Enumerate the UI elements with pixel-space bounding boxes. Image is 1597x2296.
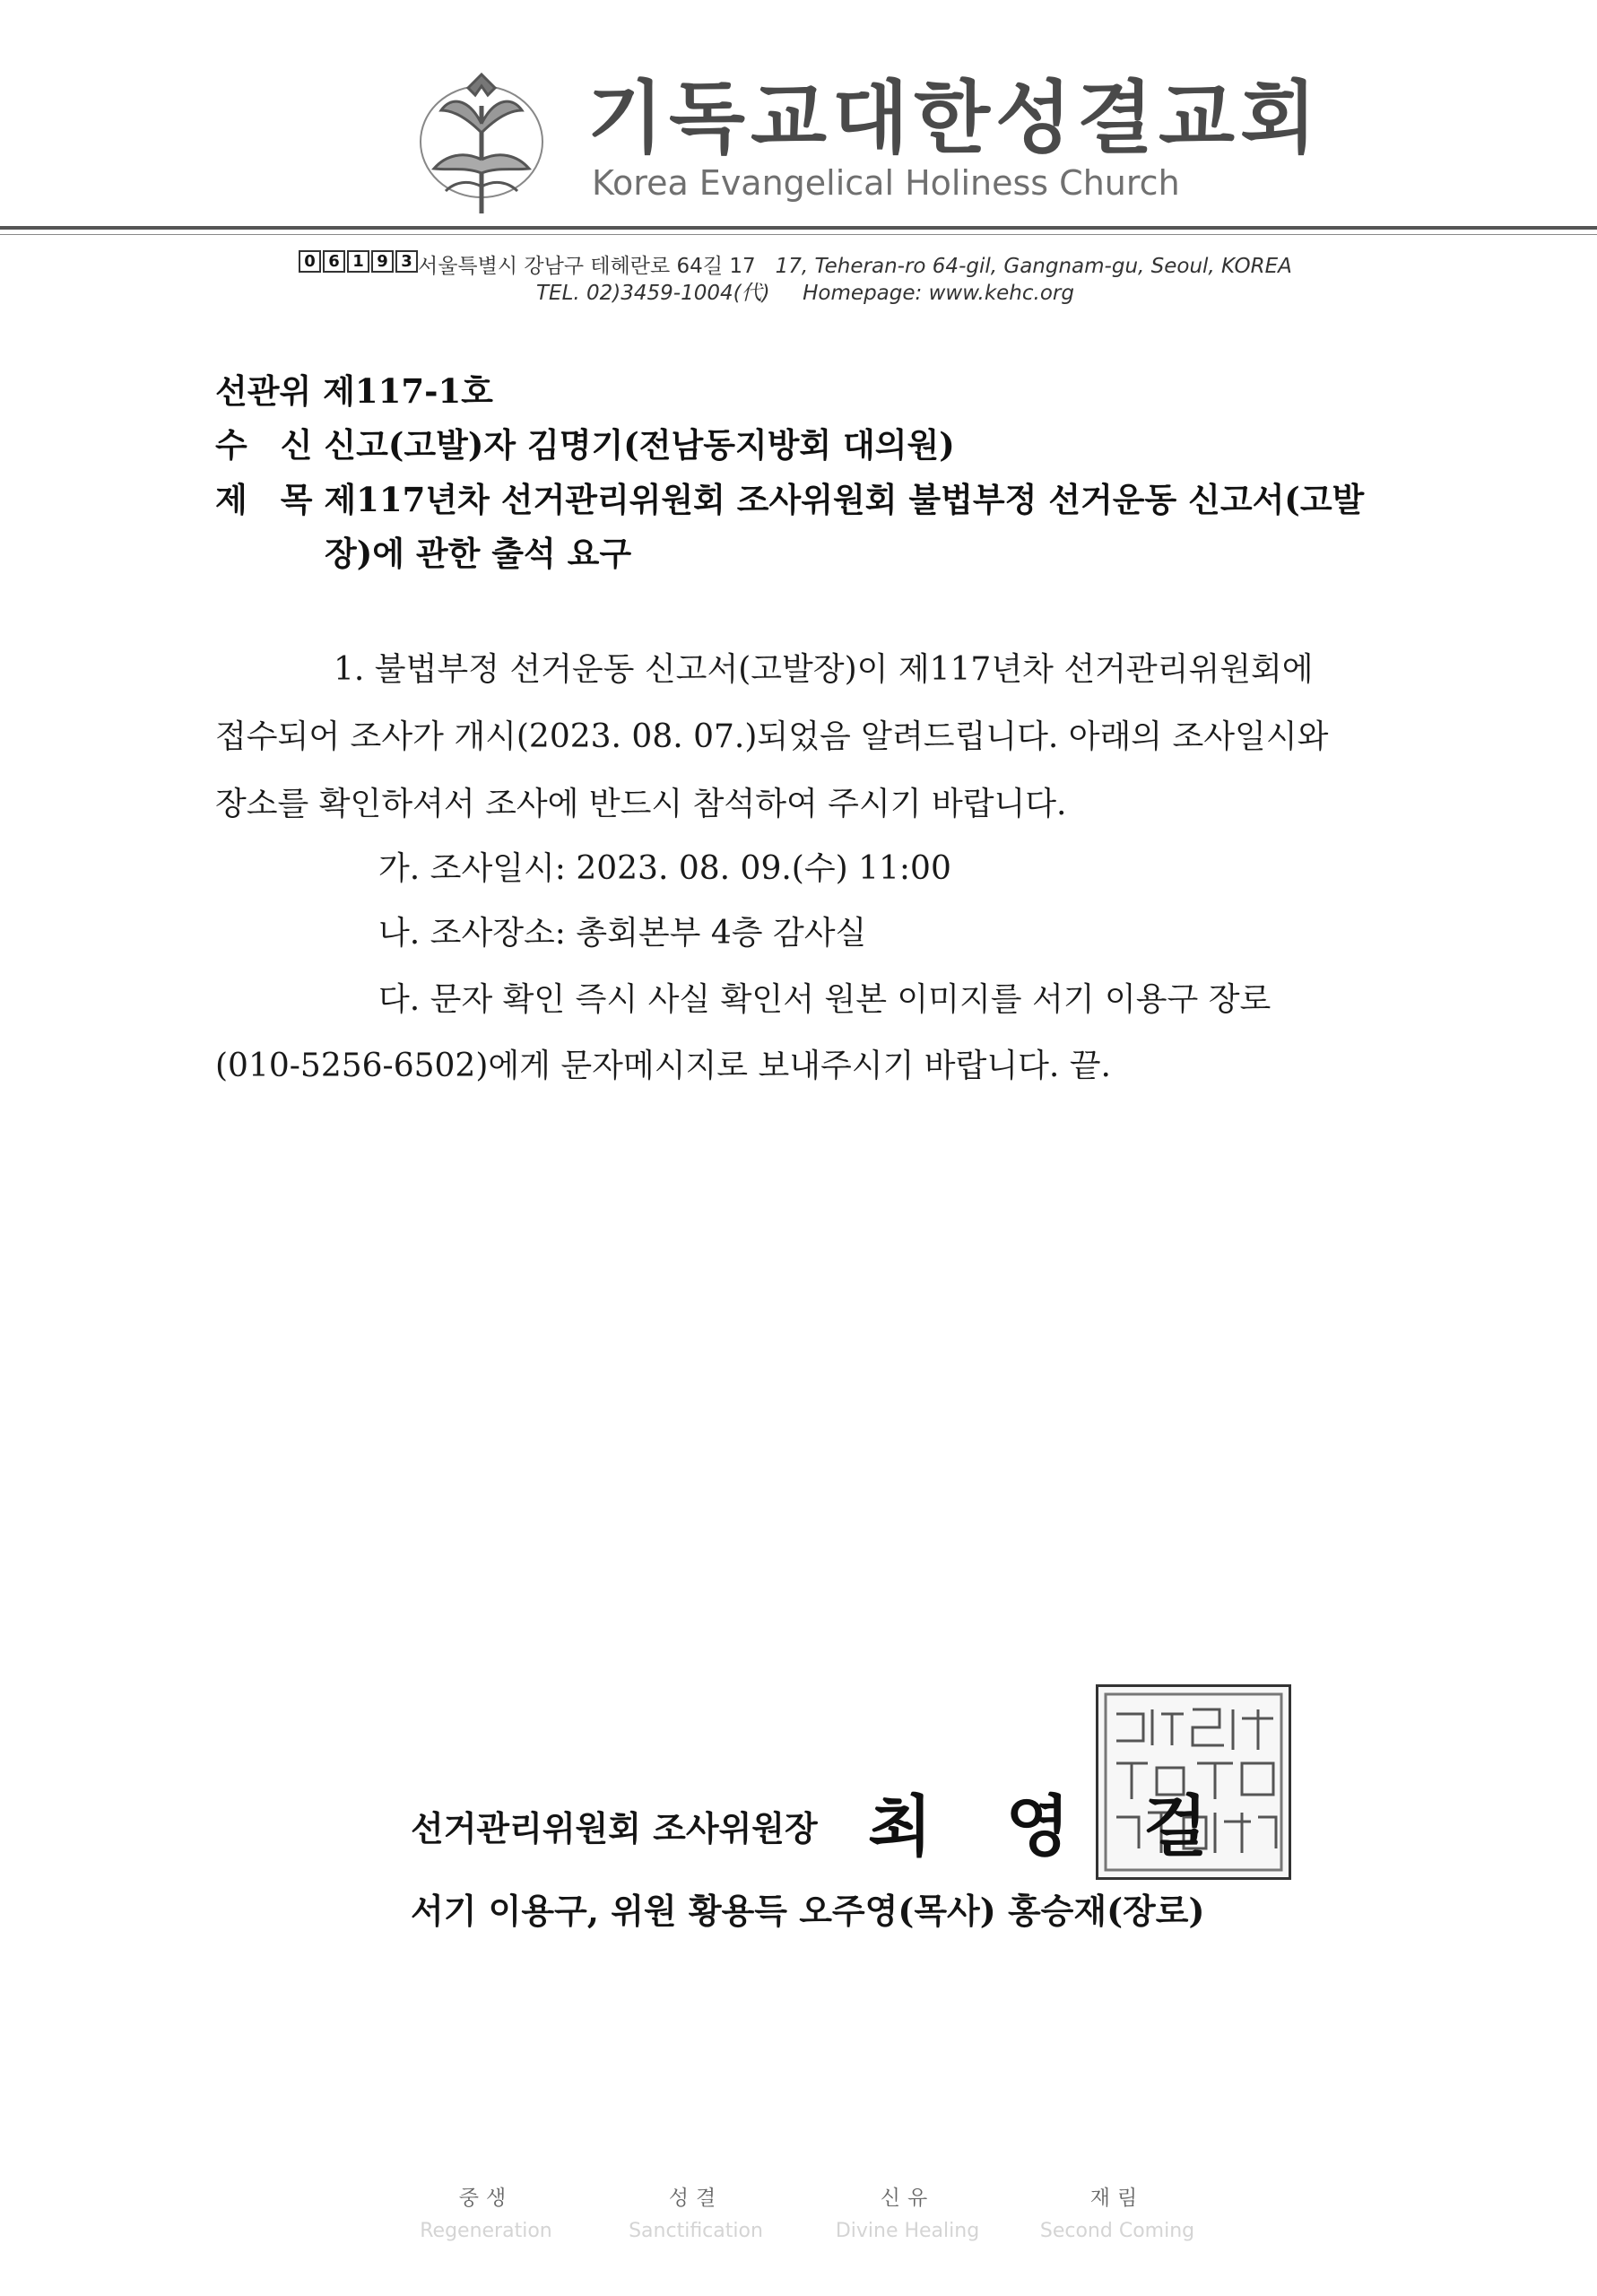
motto-korean: 재림 <box>1089 2187 1145 2210</box>
contact-line <box>536 276 1074 306</box>
postcode-digit: 6 <box>323 250 345 273</box>
recipient-value: 신고(고발)자 김명기(전남동지방회 대의원) <box>324 425 955 465</box>
chairman-name: 최영걸 <box>868 1788 1281 1866</box>
footer-motto <box>818 2181 997 2242</box>
paragraph-line: 접수되어 조사가 개시(2023. 08. 07.)되었음 알려드립니다. 아래의 조사일시와 <box>215 718 1329 755</box>
subject-continuation: 장)에 관한 출석 요구 <box>325 534 632 573</box>
motto-english: Regeneration <box>420 2220 552 2242</box>
postcode-digit: 1 <box>347 250 369 273</box>
postcode-digit: 0 <box>299 250 321 273</box>
subject-label: 제 목 <box>215 480 313 519</box>
postcode-digit: 3 <box>395 250 418 273</box>
postcode-boxes <box>299 250 418 273</box>
address-line <box>418 249 1292 279</box>
footer-motto <box>1028 2181 1207 2242</box>
recipient-line <box>215 418 955 466</box>
document-number: 선관위 제117-1호 <box>215 371 493 411</box>
motto-english: Second Coming <box>1039 2220 1195 2242</box>
motto-korean: 성결 <box>668 2187 724 2210</box>
subject-value: 제117년차 선거관리위원회 조사위원회 불법부정 선거운동 신고서(고발 <box>324 480 1365 519</box>
committee-title: 선거관리위원회 조사위원장 <box>411 1808 818 1848</box>
item-instruction: 다. 문자 확인 즉시 사실 확인서 원본 이미지를 서기 이용구 장로 <box>378 981 1272 1018</box>
footer-motto <box>606 2181 785 2242</box>
church-name-english: Korea Evangelical Holiness Church <box>592 163 1180 203</box>
header-divider-thin <box>0 234 1597 235</box>
telephone: TEL. 02)3459-1004(代) <box>536 282 770 305</box>
header-divider-thick <box>0 226 1597 230</box>
item-location: 나. 조사장소: 총회본부 4층 감사실 <box>378 915 867 952</box>
motto-english: Divine Healing <box>835 2220 980 2242</box>
paragraph-line: 장소를 확인하셔서 조사에 반드시 참석하여 주시기 바랍니다. <box>215 786 1067 822</box>
address-korean: 서울특별시 강남구 테헤란로 64길 17 <box>418 255 756 278</box>
motto-english: Sanctification <box>629 2220 763 2242</box>
homepage: Homepage: www.kehc.org <box>803 282 1074 305</box>
motto-korean: 신유 <box>880 2187 935 2210</box>
church-logo <box>414 70 549 222</box>
subject-line <box>215 473 1364 521</box>
postcode-digit: 9 <box>371 250 394 273</box>
church-name-korean: 기독교대한성결교회 <box>587 72 1323 164</box>
committee-members: 서기 이용구, 위원 황용득 오주영(목사) 홍승재(장로) <box>411 1891 1205 1931</box>
motto-korean: 중생 <box>458 2187 514 2210</box>
recipient-label: 수 신 <box>215 425 313 465</box>
item-date: 가. 조사일시: 2023. 08. 09.(수) 11:00 <box>378 850 951 887</box>
footer-motto <box>396 2181 576 2242</box>
paragraph-line: 1. 불법부정 선거운동 신고서(고발장)이 제117년차 선거관리위원회에 <box>334 651 1314 688</box>
item-instruction-continuation: (010-5256-6502)에게 문자메시지로 보내주시기 바랍니다. 끝. <box>215 1048 1111 1084</box>
address-english: 17, Teheran-ro 64-gil, Gangnam-gu, Seoul, KOREA <box>775 255 1292 278</box>
